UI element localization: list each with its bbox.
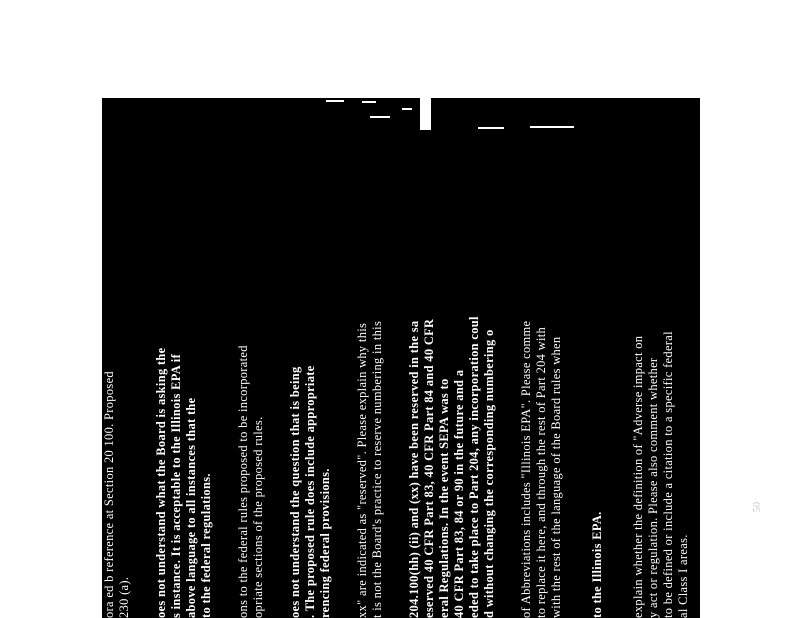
text-line: above language to all instances that the [184,397,198,618]
text-line: ons to the federal rules proposed to be incorporated [236,345,250,618]
scan-artifact-mark [478,127,504,129]
text-line: ame in 40 CFR 52.21(b)(29). [728,459,742,618]
scan-artifact-notch [420,98,431,130]
text-line: ora ed b reference at Section 20 100. Proposed [102,371,116,618]
paragraph-11 [765,98,795,618]
text-line: rovides that "[a]ll of the following areas which were in [780,311,794,618]
paragraph-8 [590,98,605,618]
text-line: to replace it here, and through the rest of Part 204 with [534,326,548,618]
text-line: d without changing the corresponding numbering o [482,329,496,618]
text-line: s instance. It is acceptable to the Illinois EPA if [169,353,183,618]
text-line: xx" are indicated as "reserved". Please explain why this [355,322,369,618]
scan-artifact-mark [370,116,390,118]
text-line: 40 CFR Part 83, 84 or 90 in the future and a [452,369,466,618]
text-line: to the federal regulations. [199,473,213,618]
text-line: 230 (a). [117,576,131,618]
paragraph-6 [407,98,497,618]
paragraph-5 [355,98,385,618]
text-line: eserved 40 CFR Part 83, 40 CFR Part 84 and 40 CFR [422,318,436,618]
scan-artifact-mark [530,126,574,128]
paragraph-7 [519,98,564,618]
text-line: ederal Class I area" is not necessary. Section 204.920(a) [765,305,779,618]
text-line: opriate sections of the proposed rules. [251,416,265,618]
paragraph-1 [102,98,132,618]
text-line: al Class I areas. [676,534,690,618]
text-line: y act or regulation. Please also comment whether [646,357,660,618]
scan-artifact-mark [402,108,412,110]
text-line: rencing federal provisions. [318,468,332,618]
scan-artifact-mark [326,100,344,102]
text-line: with the rest of the language of the Board rules when [549,336,563,618]
text-line: eral Regulations. In the event SEPA was to [437,378,451,618]
page-number: 50 [752,502,763,512]
text-line: t is not the Board's practice to reserve numbering in this [370,320,384,618]
text-line: t impact on visibility" in Section 204.220 is modeled [713,326,727,618]
text-line: to the Illinois EPA. [590,511,604,618]
scan-artifact-mark [362,101,376,103]
paragraph-3 [236,98,266,618]
text-line: eded to take place to Part 204, any incorporation coul [467,316,481,618]
paragraph-4 [288,98,333,618]
paragraph-2 [154,98,214,618]
text-line: explain whether the definition of "Adverse impact on [631,335,645,618]
text-line: of Abbreviations includes "Illinois EPA". Please comme [519,320,533,618]
paragraph-9 [631,98,691,618]
text-line: oes not understand the question that is being [288,366,302,618]
paragraph-10 [713,98,743,618]
text-line: oes not understand what the Board is asking the [154,347,168,618]
text-line: to be defined or include a citation to a specific federal [661,331,675,618]
text-line: 204.100(hh) (ii) and (xx) have been reserved in the sa [407,320,421,618]
text-line: . The proposed rule does include appropriate [303,365,317,618]
